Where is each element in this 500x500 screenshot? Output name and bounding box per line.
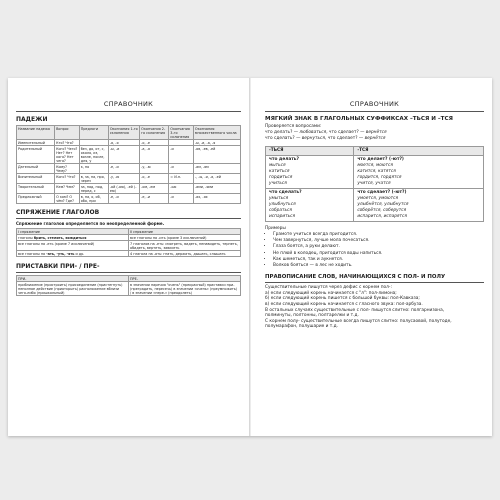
list-item: • Как шеметься, так и аукнется. [273,257,484,263]
table-cell: все глаголы на -еть (кроме 7 исключений) [17,241,129,251]
table-cell: -а, -я [108,140,139,146]
cell-text-bold: -ать, -уть, -ять [46,251,75,256]
pol-line: б) если следующий корень пишется с большой буквы: пол-Кавказа; [265,296,420,302]
table-cell: все глаголы на -ить (кроме 3 исключений) [129,235,241,241]
soft-sign-title: МЯГКИЙ ЗНАК В ГЛАГОЛЬНЫХ СУФФИКСАХ –ТЬСЯ И –ТСЯ [265,116,453,122]
table-row [17,164,241,174]
table-cell: Предложный [17,194,55,204]
table-cell: -ой (-ою), -ей (-ею) [108,184,139,194]
table-row [17,241,241,251]
table-cell: 7 глаголов на -еть: смотреть, видеть, ненавидеть, терпеть, обидеть, вертеть, зависеть [129,241,241,251]
table-cell: -о, -е [140,174,169,184]
table-row [17,251,241,257]
cell-text: и др. [74,251,85,256]
pol-line: В остальных случаях существительные с пол- пишутся слитно: полгарнизона, [265,307,445,313]
pristavki-title: ПРИСТАВКИ ПРИ- / ПРЕ- [16,263,100,270]
cell-text: глаголы [18,235,34,240]
cell-word: собраться [269,208,292,213]
table-cell: Творительный [17,184,55,194]
cell-word: мыться [269,163,286,168]
header-rule [265,111,484,112]
table-cell: -е, -и [108,194,139,204]
list-item: • Волков бояться — в лес не ходить. [273,263,484,269]
cell-question: что сделает? (-ют?) [357,190,407,195]
q-example: вернётся [364,136,386,141]
cell-word: гордится, гордятся [357,175,402,180]
col-header: Название падежа [17,126,55,140]
table-row [17,282,241,296]
table-cell: -ах, -ях [193,194,240,204]
cell-word: гордиться [269,175,293,180]
pol-title: ПРАВОПИСАНИЕ СЛОВ, НАЧИНАЮЩИХСЯ С ПОЛ- И ПОЛУ [265,274,446,281]
table-row [17,184,241,194]
col-header: Окончания 3-го склонения [169,126,194,140]
col-header: I спряжение [17,229,129,235]
spryazhenie-title: СПРЯЖЕНИЕ ГЛАГОЛОВ [16,209,100,216]
table-cell: -и [169,164,194,174]
table-cell: в значении наречия "очень" (прекрасный) приставки при- (преградить, пересечь) в значении «очень» (преумножить) / в значении «пере-» (преодолеть) [129,282,241,296]
cell-word: улыбнётся, улыбнутся [357,202,409,207]
table-row [266,156,484,189]
table-cell: 4 глагола на -ать: гнать, держать, дышать, слышать [129,251,241,257]
table-row [17,194,241,204]
cell-word: улыбнуться [269,202,296,207]
cell-text: все глаголы на [18,251,47,256]
table-cell: Винительный [17,174,55,184]
q-text: что сделать? — [265,136,302,141]
table-cell: без, до, от, с, около, из, возле, после, для, у [79,146,108,164]
section-rule [265,282,484,283]
examples-title: Примеры [265,226,286,231]
examples-list [265,232,484,269]
table-cell: -и [169,146,194,164]
cell-word: катится, катятся [357,169,396,174]
conjugation-table [16,228,241,257]
table-cell: Кого? Чего? Нет? Нет кого? Нет чего? [56,146,78,163]
table-cell: -ы, -и [108,146,139,164]
table-cell: в, за, на, про, через [79,174,108,184]
cell-question: что сделать? [269,190,302,195]
question-line-2 [265,136,484,142]
table-cell: -у, -ю [140,164,169,174]
table-cell: -ью [169,184,194,194]
cell-word: катиться [269,169,290,174]
cell-word: испариться [269,214,296,219]
table-cell: -о, -е [140,140,169,146]
table-cell [354,156,484,189]
col-header: ПРИ- [17,276,129,282]
cell-word: соберётся, соберутся [357,208,407,213]
col-header: Вопрос [55,126,80,140]
col-header: ПРЕ- [129,276,241,282]
q-example: вернётся [365,130,387,135]
list-item: • Грамоте учиться всегда пригодится. [273,232,484,238]
cell-word: умоется, умоются [357,196,399,201]
pol-line: полумарафон, полушарие и т.д. [265,324,338,330]
col-header: Окончания 2-го склонения [140,126,169,140]
spryazhenie-subtitle: Спряжение глаголов определяется по неопределенной форме. [16,221,165,226]
cell-word: моется, моются [357,163,393,168]
pol-text [265,285,484,330]
col-header: Предлоги [79,126,108,140]
list-item: • Чем завернуться, лучше мола почесаться. [273,238,484,244]
cases-table [16,125,241,204]
table-cell: -е, -и [108,164,139,174]
table-cell: Именительный [17,140,55,146]
check-label: Проверяется вопросами: [265,124,322,129]
table-cell: -е, -и [140,194,169,204]
table-cell: Кем? Чем? [55,184,80,194]
table-cell: -а, -я [140,146,169,164]
table-row [266,189,484,222]
cell-question: что делает? (-ют?) [357,157,404,162]
col-header: -ТСЯ [354,147,484,156]
table-cell: -и [169,194,194,204]
table-cell [17,251,129,257]
table-cell: -ам, -ям [193,164,240,174]
table-cell [266,189,354,222]
left-page [8,78,249,436]
cell-word: испарится, испарятся [357,214,407,219]
col-header: Окончания множественного числа [193,126,240,140]
pol-line: а) если следующий корень начинается с "л": пол-лимона; [265,290,397,296]
q-example: любоваться [299,130,327,135]
table-cell: -ы, -и, -а, -я [193,140,240,146]
right-page-header: СПРАВОЧНИК [349,100,400,108]
cell-word: учиться [269,181,287,186]
list-item: • Глаза боятся, а руки делают. [273,244,484,250]
cell-word: учится, учатся [357,181,391,186]
pol-line: С корнем полу- существительные всегда пишутся слитно: полусаовой, полутоде, [265,318,452,324]
pol-line: в) если следующий корень начинается с гласного звука: пол-арбуза. [265,302,423,307]
left-page-header: СПРАВОЧНИК [103,100,154,108]
list-item: • Не плюй в колодец, пригодится воды напиться. [273,251,484,257]
table-cell: -ов, -ев, -ей [193,146,240,164]
prefix-table [16,275,241,296]
table-cell: Кому? Чему? [55,164,80,174]
table-cell: О ком? О чём? Где? [55,194,80,204]
tsya-table [265,146,484,222]
table-cell: к, по [79,164,108,174]
q-text: , что сделает? — [326,130,366,135]
q-text: что делать? — [265,130,300,135]
table-cell: в, на, о, об, обо, при [79,194,108,204]
q-text: , что сделает? — [325,136,365,141]
cell-question: что делать? [269,157,300,162]
table-cell: Дательный [17,164,55,174]
padezhi-title: ПАДЕЖИ [16,116,48,123]
table-cell: приближение (пристроить) присоединение (пристегнуть) неполное действие (приоткрыть) расположение вблизи чего-либо (пришкольный) [17,282,129,296]
table-cell [266,156,354,189]
table-cell: Кого? Что? [55,174,80,184]
table-cell: -, -ы, -и, -а, -ей [193,174,240,184]
col-header: -ТЬСЯ [266,147,354,156]
table-cell: -ами, -ями [193,184,240,194]
cell-text-bold: брить, стелить, зиждиться [33,235,87,240]
section-rule [16,218,241,219]
table-cell: -у, -ю [108,174,139,184]
table-cell: = И.п. [169,174,194,184]
col-header: II спряжение [129,229,241,235]
col-header: Окончания 1-го склонения [108,126,139,140]
q-example: вернуться [301,136,325,141]
table-cell: Родительный [17,146,55,164]
section-rule [16,272,241,273]
pol-line: полминуты, полтонны, полтарелки и т.д. [265,313,359,319]
pol-line: Существительные пишутся через дефис с корнем пол-: [265,285,392,291]
table-cell [354,189,484,222]
tsya-header-row [266,147,484,156]
table-cell: за, над, под, перед, с [79,184,108,194]
cell-word: умыться [269,196,289,201]
table-row [17,174,241,184]
cases-header-row [17,126,241,140]
header-rule [16,111,241,112]
right-page [251,78,492,436]
table-row [17,146,241,164]
open-notebook [8,78,492,436]
table-cell: Кто? Что? [55,140,80,146]
table-cell: -ом, -ем [140,184,169,194]
